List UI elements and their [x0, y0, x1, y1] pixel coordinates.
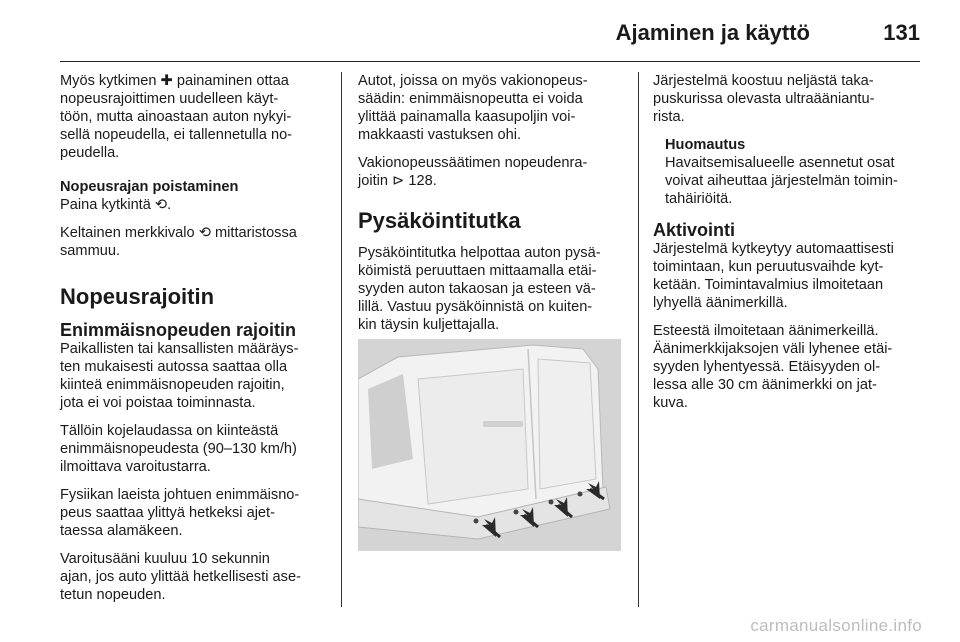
text-line: kin täysin kuljettajalla.: [358, 317, 500, 333]
section-heading-speed-limiter: Nopeusrajoitin: [60, 284, 215, 309]
text-line: Järjestelmä koostuu neljästä taka-: [653, 73, 874, 89]
text-line: tetun nopeuden.: [60, 587, 166, 603]
column-divider-2: [638, 72, 639, 607]
text-line: Keltainen merkkivalo ⟲ mittaristossa: [60, 225, 297, 241]
paragraph: [60, 486, 330, 540]
text-line: lillä. Vastuu pysäköinnistä on kuiten-: [358, 299, 593, 315]
press-switch-paragraph: [60, 196, 330, 214]
cross-reference-paragraph: [358, 154, 628, 190]
text-line: puskurissa olevasta ultraääniantu-: [653, 91, 875, 107]
text-line: Vakionopeussäätimen nopeudenra-: [358, 155, 588, 171]
text-line: ketään. Toimintavalmius ilmoitetaan: [653, 277, 884, 293]
sensor-dot: [514, 510, 519, 515]
paragraph: [60, 550, 330, 604]
paragraph: [653, 72, 923, 126]
text-line: töön, mutta ainoastaan auton nykyi-: [60, 109, 292, 125]
text-line: sammuu.: [60, 243, 121, 259]
paragraph: [358, 244, 628, 334]
text-line: Paikallisten tai kansallisten määräys-: [60, 341, 299, 357]
paragraph: [653, 240, 923, 312]
text-line: Fysiikan laeista johtuen enimmäisno-: [60, 487, 300, 503]
text-line: lessa alle 30 cm äänimerkki on jat-: [653, 377, 877, 393]
van-rear-sensor-illustration: [358, 339, 621, 551]
text-line: ilmoittava varoitustarra.: [60, 459, 211, 475]
paragraph: [358, 72, 628, 144]
text-line: taessa alamäkeen.: [60, 523, 183, 539]
text-line: säädin: enimmäisnopeutta ei voida: [358, 91, 583, 107]
text-line: Havaitsemisalueelle asennetut osat: [665, 155, 895, 171]
note-box: [665, 136, 923, 208]
page-title: Ajaminen ja käyttö: [615, 20, 810, 45]
text-line: jota ei voi poistaa toiminnasta.: [60, 395, 256, 411]
subsection-heading-max-speed-limiter: Enimmäisnopeuden rajoitin: [60, 320, 297, 340]
section-heading-parking-radar: Pysäköintitutka: [358, 208, 521, 233]
column-2: [358, 72, 628, 344]
text-line: makkaasti vastuksen ohi.: [358, 127, 522, 143]
intro-paragraph: [60, 72, 330, 162]
text-line: peus saattaa ylittyä hetkeksi ajet-: [60, 505, 275, 521]
text-line: köimistä peruuttaen mittaamalla etäi-: [358, 263, 597, 279]
text-line: Tällöin kojelaudassa on kiinteästä: [60, 423, 279, 439]
text-line: enimmäisnopeudesta (90–130 km/h): [60, 441, 297, 457]
text-line: syyden auton takaosan ja esteen vä-: [358, 281, 596, 297]
text-line: Myös kytkimen ✚ painaminen ottaa: [60, 73, 289, 89]
column-1: [60, 72, 330, 614]
text-line: peudella.: [60, 145, 120, 161]
text-line: voivat aiheuttaa järjestelmän toimin-: [665, 173, 898, 189]
text-line: Paina kytkintä ⟲.: [60, 197, 172, 213]
text-line: sellä nopeudella, ei tallennetulla no-: [60, 127, 293, 143]
text-line: lyhyellä äänimerkillä.: [653, 295, 788, 311]
text-line: nopeusrajoittimen uudelleen käyt-: [60, 91, 279, 107]
text-line: tahäiriöitä.: [665, 191, 733, 207]
text-line: syyden lyhentyessä. Etäisyyden ol-: [653, 359, 881, 375]
sensor-dot: [474, 519, 479, 524]
text-line: Äänimerkkijaksojen väli lyhenee etäi-: [653, 341, 893, 357]
van-rear-drawing: [358, 339, 621, 551]
subheading-remove-limit: Nopeusrajan poistaminen: [60, 179, 239, 195]
sensor-dot: [549, 500, 554, 505]
text-line: rista.: [653, 109, 685, 125]
text-line: kuva.: [653, 395, 688, 411]
text-line: ylittää painamalla kaasupoljin voi-: [358, 109, 576, 125]
text-line: Esteestä ilmoitetaan äänimerkeillä.: [653, 323, 879, 339]
header-divider: [60, 61, 920, 62]
text-line: ajan, jos auto ylittää hetkellisesti ase-: [60, 569, 301, 585]
text-line: ten mukaisesti autossa saattaa olla: [60, 359, 288, 375]
column-3: [653, 72, 923, 422]
column-divider-1: [341, 72, 342, 607]
note-text: [665, 154, 923, 208]
page-reference-link[interactable]: joitin ⊳ 128.: [358, 173, 437, 189]
text-line: toimintaan, kun peruutusvaihde kyt-: [653, 259, 884, 275]
paragraph: [60, 340, 330, 412]
paragraph: [60, 422, 330, 476]
text-line: kiinteä enimmäisnopeuden rajoitin,: [60, 377, 285, 393]
text-line: Varoitusääni kuuluu 10 sekunnin: [60, 551, 270, 567]
subsection-heading-activation: Aktivointi: [653, 220, 736, 240]
text-line: Autot, joissa on myös vakionopeus-: [358, 73, 588, 89]
paragraph: [653, 322, 923, 412]
text-line: Pysäköintitutka helpottaa auton pysä-: [358, 245, 601, 261]
watermark: carmanualsonline.info: [750, 616, 922, 635]
sensor-dot: [578, 492, 583, 497]
note-title: Huomautus: [665, 137, 746, 153]
page-number: 131: [883, 20, 920, 45]
lamp-paragraph: [60, 224, 330, 260]
page-header: [60, 12, 920, 52]
text-line: Järjestelmä kytkeytyy automaattisesti: [653, 241, 894, 257]
